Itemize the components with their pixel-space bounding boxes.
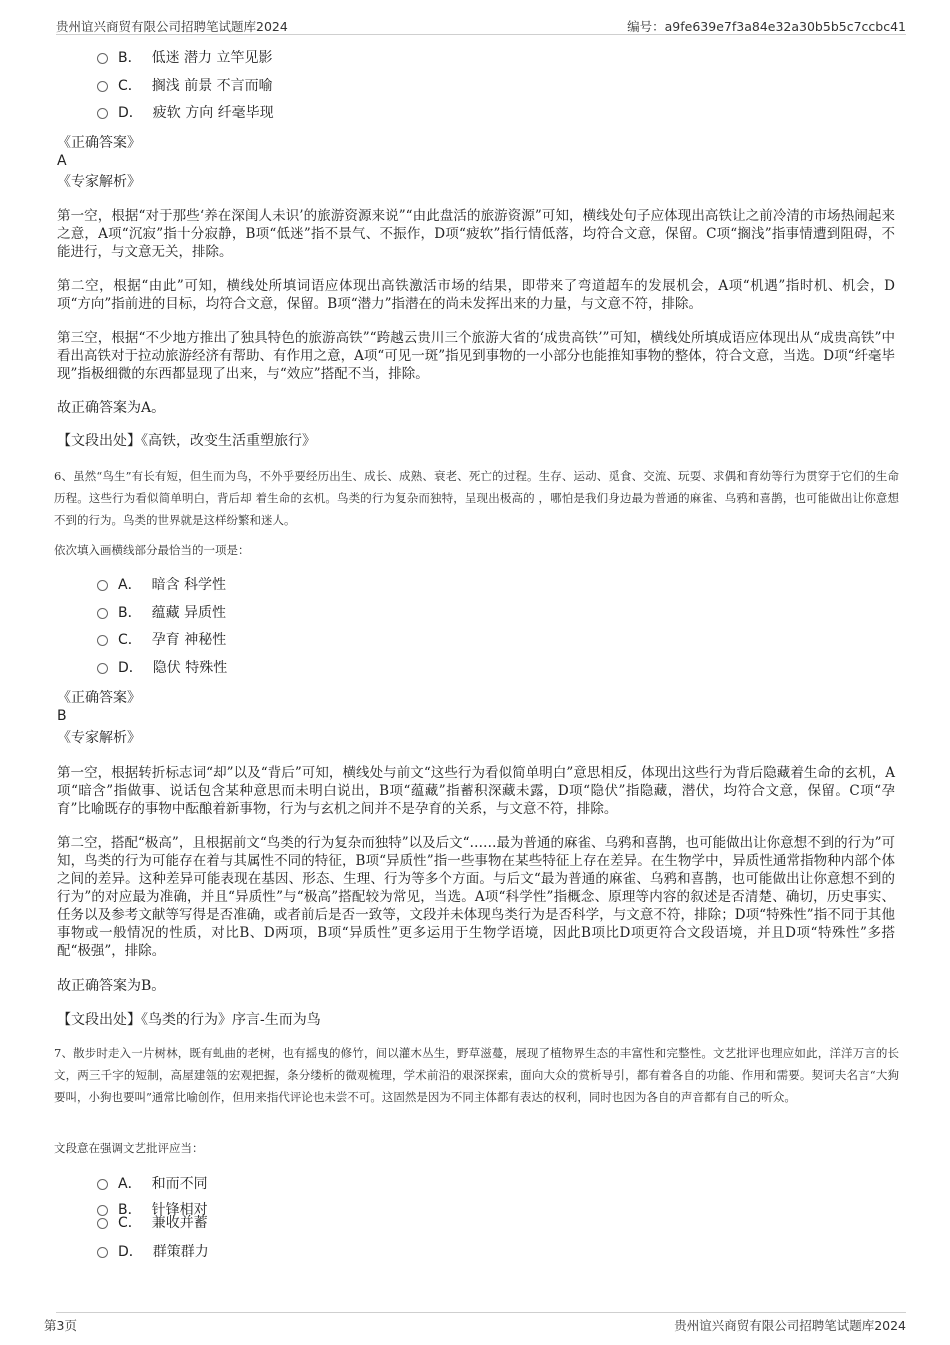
q6-conclusion: 故正确答案为B。 (57, 978, 166, 994)
q6-ask: 依次填入画横线部分最恰当的一项是： (54, 543, 250, 557)
q5-option-d[interactable]: D． 疲软 方向 纤毫毕现 (97, 104, 274, 122)
q5-source: 【文段出处】《高铁，改变生活重塑旅行》 (57, 433, 316, 449)
q6-stem: 6、虽然“鸟生”有长有短，但生而为鸟，不外乎要经历出生、成长、成熟、衰老、死亡的过程。生存、运动、觅食、交流、玩耍、求偶和育幼等行为贯穿于它们的生命历程。这些行为看似简单明白，背后却 着生命的玄机。鸟类的行为复杂而独特，呈现出极高的 ，哪怕是我们身边最为普通的麻雀、乌鸦和喜鹊，也可能做出让你意想不到的行为。鸟类的世界就是这样纷繁和迷人。 (54, 469, 899, 527)
q6-answer: B (57, 708, 67, 724)
radio-icon[interactable] (97, 635, 108, 646)
header-company: 贵州谊兴商贸有限公司招聘笔试题库2024 (56, 19, 288, 34)
q5-answer: A (57, 153, 67, 169)
q5-conclusion: 故正确答案为A。 (57, 400, 166, 416)
radio-icon[interactable] (97, 81, 108, 92)
radio-icon[interactable] (97, 1247, 108, 1258)
q7-option-b[interactable]: B． 针锋相对 (97, 1201, 208, 1219)
q5-option-c[interactable]: C． 搁浅 前景 不言而喻 (97, 77, 273, 95)
q7-ask: 文段意在强调文艺批评应当： (54, 1141, 204, 1155)
q7-stem: 7、散步时走入一片树林，既有虬曲的老树，也有摇曳的修竹，间以灌木丛生，野草滋蔓，展现了植物界生态的丰富性和完整性。文艺批评也理应如此，洋洋万言的长文，两三千字的短制，高屋建瓴的宏观把握，条分缕析的微观梳理，学术前沿的艰深探索，面向大众的赏析导引，都有着各自的功能、作用和需要。契诃夫名言“大狗要叫，小狗也要叫”通常比喻创作，但用来指代评论也未尝不可。这固然是因为不同主体都有表达的权利，同时也因为各自的声音都有自己的听众。 (54, 1046, 899, 1104)
radio-icon[interactable] (97, 108, 108, 119)
q5-answer-label: 《正确答案》 (57, 135, 141, 151)
q7-option-a[interactable]: A． 和而不同 (97, 1175, 208, 1193)
q6-option-b[interactable]: B． 蕴藏 异质性 (97, 604, 226, 622)
q6-option-d[interactable]: D． 隐伏 特殊性 (97, 659, 227, 677)
header-code: 编号：a9fe639e7f3a84e32a30b5b5c7ccbc41 (627, 19, 906, 34)
q6-option-a[interactable]: A． 暗含 科学性 (97, 576, 226, 594)
q7-option-c[interactable]: C． 兼收并蓄 (97, 1214, 208, 1232)
q6-answer-label: 《正确答案》 (57, 690, 141, 706)
page-footer (44, 1312, 906, 1333)
q6-analysis-label: 《专家解析》 (57, 730, 141, 746)
radio-icon[interactable] (97, 53, 108, 64)
q7-option-d[interactable]: D． 群策群力 (97, 1243, 209, 1261)
footer-company: 贵州谊兴商贸有限公司招聘笔试题库2024 (674, 1318, 906, 1333)
q5-analysis-p3: 第三空，根据“不少地方推出了独具特色的旅游高铁”“跨越云贵川三个旅游大省的‘成贵高铁’”可知，横线处所填成语应体现出从“成贵高铁”中看出高铁对于拉动旅游经济有帮助、有作用之意，A项“可见一斑”指见到事物的一小部分也能推知事物的整体，符合文意，当选。D项“纤毫毕现”指极细微的东西都显现了出来，与“效应”搭配不当，排除。 (57, 330, 895, 382)
page-number: 第3页 (44, 1318, 77, 1333)
q5-option-b[interactable]: B． 低迷 潜力 立竿见影 (97, 49, 273, 67)
q6-analysis-p1: 第一空，根据转折标志词“却”以及“背后”可知，横线处与前文“这些行为看似简单明白”意思相反，体现出这些行为背后隐藏着生命的玄机，A项“暗含”指做事、说话包含某种意思而未明白说出，B项“蕴藏”指蓄积深藏未露，D项“隐伏”指隐藏，潜伏，均符合文意，保留。C项“孕育”比喻既存的事物中酝酿着新事物，行为与玄机之间并不是孕育的关系，与文意不符，排除。 (57, 765, 895, 817)
q6-source: 【文段出处】《鸟类的行为》序言-生而为鸟 (57, 1012, 321, 1028)
radio-icon[interactable] (97, 608, 108, 619)
radio-icon[interactable] (97, 1218, 108, 1229)
page-header (56, 0, 906, 35)
q6-option-c[interactable]: C． 孕育 神秘性 (97, 631, 226, 649)
radio-icon[interactable] (97, 1179, 108, 1190)
radio-icon[interactable] (97, 663, 108, 674)
q6-analysis-p2: 第二空，搭配“极高”，且根据前文“鸟类的行为复杂而独特”以及后文“……最为普通的麻雀、乌鸦和喜鹊，也可能做出让你意想不到的行为”可知，鸟类的行为可能存在着与其属性不同的特征，B项“异质性”指一些事物在某些特征上存在差异。在生物学中，异质性通常指物种内部个体之间的差异。这种差异可能表现在基因、形态、生理、行为等多个方面。与后文“最为普通的麻雀、乌鸦和喜鹊，也可能做出让你意想不到的行为”的对应最为准确，并且“异质性”与“极高”搭配较为常见，当选。A项“科学性”指概念、原理等内容的叙述是否清楚、确切，历史事实、任务以及参考文献等写得是否准确，或者前后是否一致等，文段并未体现鸟类行为是否科学，与文意不符，排除；D项“特殊性”指不同于其他事物或一般情况的性质，对比B、D两项，B项“异质性”更多运用于生物学语境，因此B项比D项更符合文段语境，并且D项“特殊性”多搭配“极强”，排除。 (57, 835, 895, 959)
q5-analysis-label: 《专家解析》 (57, 174, 141, 190)
q5-analysis-p1: 第一空，根据“对于那些‘养在深闺人未识’的旅游资源来说”“由此盘活的旅游资源”可知，横线处句子应体现出高铁让之前冷清的市场热闹起来之意，A项“沉寂”指十分寂静，B项“低迷”指不景气、不振作，D项“疲软”指行情低落，均符合文意，保留。C项“搁浅”指事情遭到阻碍，不能进行，与文意无关，排除。 (57, 208, 895, 260)
q5-analysis-p2: 第二空，根据“由此”可知，横线处所填词语应体现出高铁激活市场的结果，即带来了弯道超车的发展机会，A项“机遇”指时机、机会，D项“方向”指前进的目标，均符合文意，保留。B项“潜力”指潜在的尚未发挥出来的力量，与文意不符，排除。 (57, 278, 895, 312)
radio-icon[interactable] (97, 580, 108, 591)
